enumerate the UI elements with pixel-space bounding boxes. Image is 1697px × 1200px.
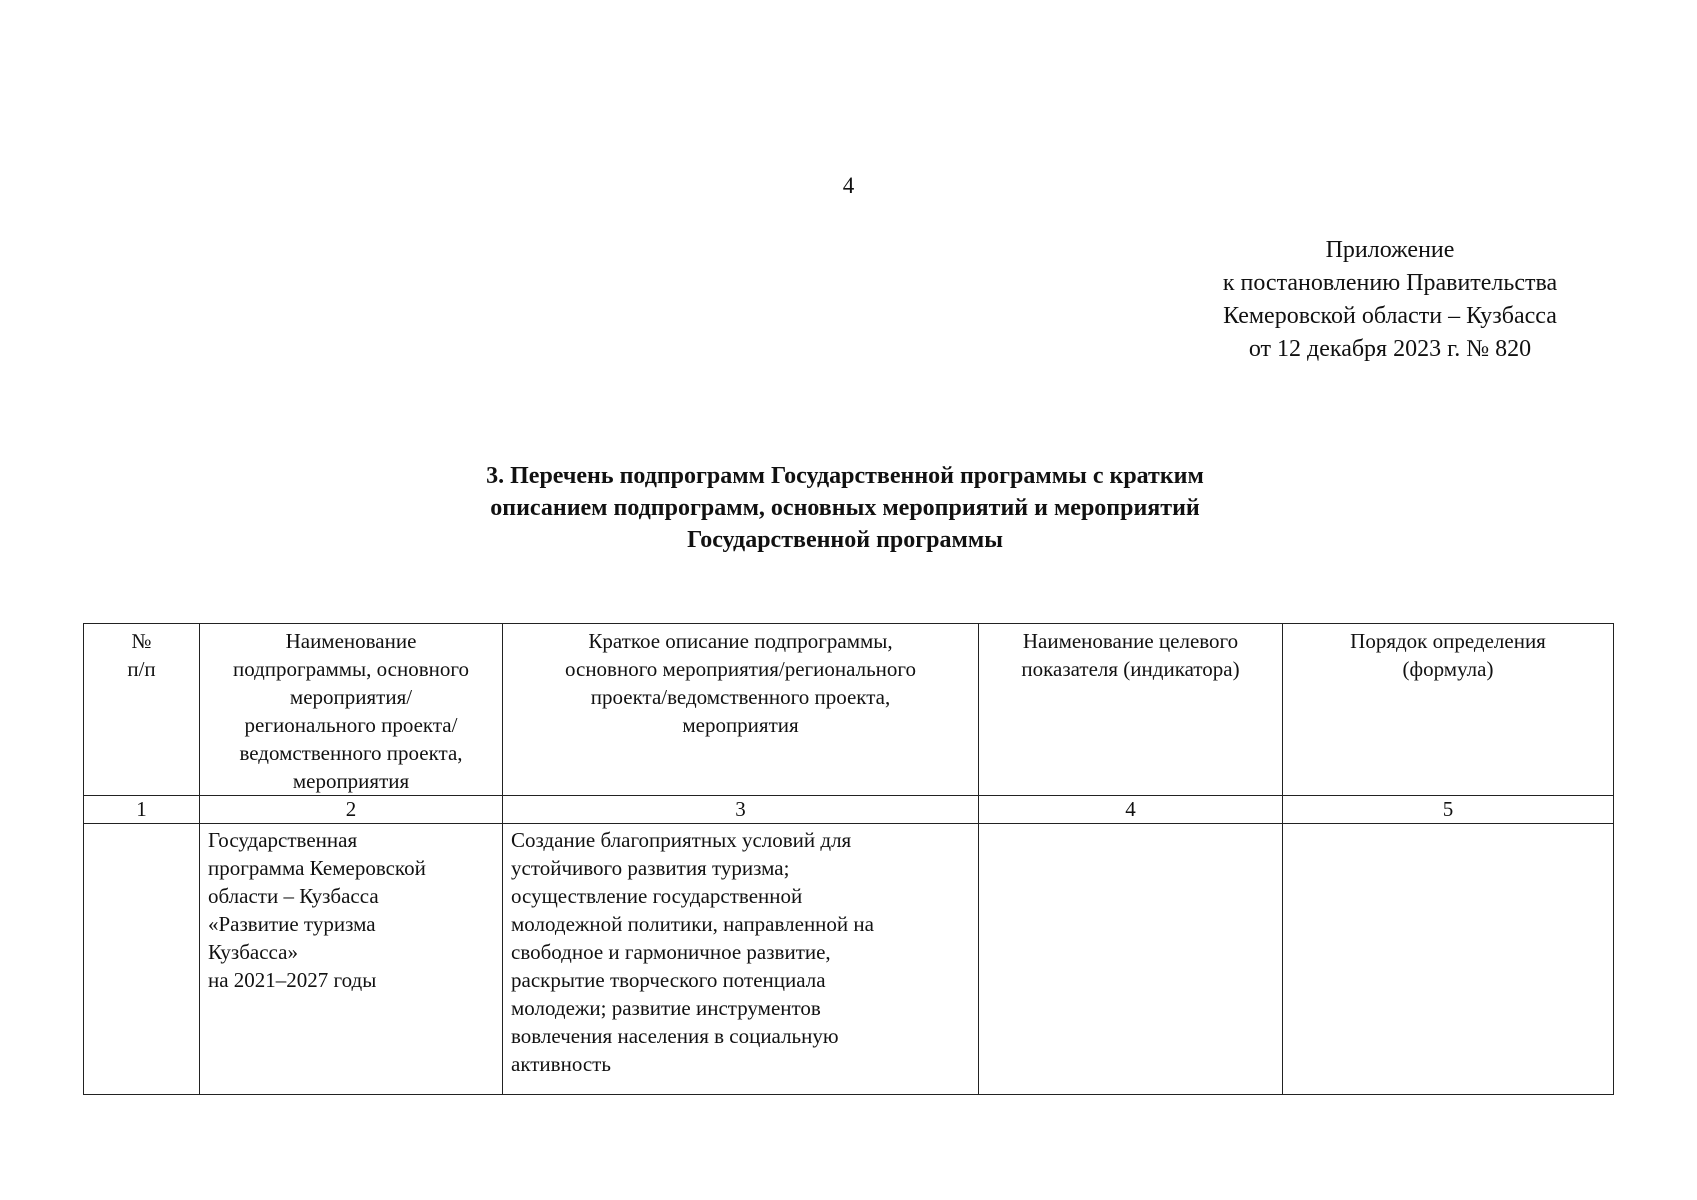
header-line: мероприятия <box>292 769 410 793</box>
column-number: 1 <box>84 796 200 824</box>
section-title-line: описанием подпрограмм, основных мероприятий и мероприятий <box>490 495 1200 521</box>
section-title-line: 3. Перечень подпрограмм Государственной программы с кратким <box>486 463 1204 489</box>
description-line: молодежи; развитие инструментов <box>511 996 821 1020</box>
formula-cell <box>1283 824 1614 1095</box>
annex-line: Кемеровской области – Кузбасса <box>1223 303 1557 329</box>
page-number: 4 <box>842 173 855 198</box>
header-line: основного мероприятия/регионального <box>564 657 917 681</box>
annex-block <box>1160 234 1620 366</box>
program-name-cell <box>200 824 503 1095</box>
header-line: (формула) <box>1402 657 1494 681</box>
header-line: ведомственного проекта, <box>239 741 463 765</box>
header-line: Наименование целевого <box>1022 629 1239 653</box>
annex-line: от 12 декабря 2023 г. № 820 <box>1248 336 1532 362</box>
program-name-line: области – Кузбасса <box>208 884 379 908</box>
header-line: Наименование <box>285 629 417 653</box>
indicator-cell <box>979 824 1283 1095</box>
description-line: вовлечения населения в социальную <box>511 1024 839 1048</box>
row-number-cell <box>84 824 200 1095</box>
description-line: Создание благоприятных условий для <box>511 828 852 852</box>
header-line: Порядок определения <box>1350 629 1546 653</box>
header-line: № <box>131 629 152 653</box>
program-name-line: «Развитие туризма <box>208 912 376 936</box>
program-name-line: на 2021–2027 годы <box>208 968 377 992</box>
subprograms-table <box>83 623 1614 1095</box>
description-line: свободное и гармоничное развитие, <box>511 940 831 964</box>
header-line: подпрограммы, основного <box>232 657 469 681</box>
column-number-row <box>84 796 1614 824</box>
header-line: показателя (индикатора) <box>1021 657 1240 681</box>
header-line: регионального проекта/ <box>244 713 458 737</box>
program-name-line: программа Кемеровской <box>208 856 426 880</box>
header-cell-description <box>503 624 979 796</box>
annex-line: к постановлению Правительства <box>1222 270 1558 296</box>
program-name-line: Кузбасса» <box>208 940 298 964</box>
column-number: 3 <box>503 796 979 824</box>
column-number: 5 <box>1283 796 1614 824</box>
header-line: п/п <box>127 657 156 681</box>
program-name-line: Государственная <box>208 828 358 852</box>
description-line: молодежной политики, направленной на <box>511 912 874 936</box>
column-number: 2 <box>200 796 503 824</box>
header-line: мероприятия <box>682 713 799 737</box>
header-cell-number <box>84 624 200 796</box>
header-cell-name <box>200 624 503 796</box>
header-cell-formula <box>1283 624 1614 796</box>
table-row <box>84 824 1614 1095</box>
section-title-line: Государственной программы <box>687 527 1003 553</box>
header-line: проекта/ведомственного проекта, <box>590 685 891 709</box>
annex-line: Приложение <box>1325 237 1455 263</box>
header-line: Краткое описание подпрограммы, <box>588 629 893 653</box>
header-line: мероприятия/ <box>289 685 413 709</box>
description-line: устойчивого развития туризма; <box>511 856 790 880</box>
description-line: активность <box>511 1052 611 1076</box>
program-description-cell <box>503 824 979 1095</box>
description-line: раскрытие творческого потенциала <box>511 968 826 992</box>
description-line: осуществление государственной <box>511 884 803 908</box>
table-header-row <box>84 624 1614 796</box>
section-title <box>360 460 1330 556</box>
header-cell-indicator <box>979 624 1283 796</box>
column-number: 4 <box>979 796 1283 824</box>
